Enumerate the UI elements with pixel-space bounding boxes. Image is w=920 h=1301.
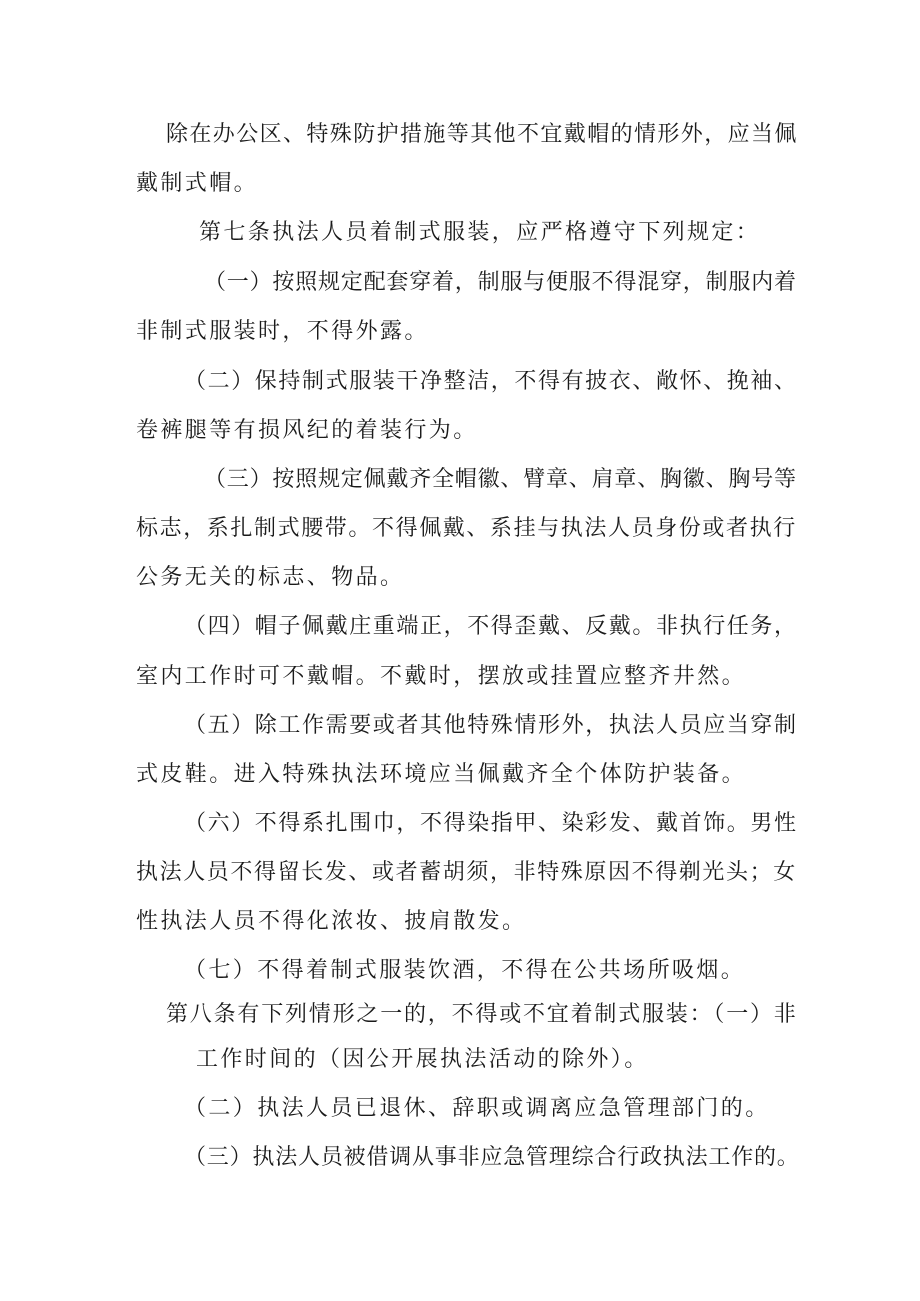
text-line: 非制式服装时，不得外露。 <box>136 319 429 344</box>
text-line: （五）除工作需要或者其他特殊情形外，执法人员应当穿制 <box>184 713 798 738</box>
text-line: （一）按照规定配套穿着，制服与便服不得混穿，制服内着 <box>204 270 797 295</box>
text-line: 第七条执法人员着制式服装，应严格遵守下列规定： <box>199 220 761 245</box>
text-line: 标志，系扎制式腰带。不得佩戴、系挂与执法人员身份或者执行 <box>136 516 797 541</box>
text-line: 公务无关的标志、物品。 <box>136 565 405 590</box>
text-line: （三）执法人员被借调从事非应急管理综合行政执法工作的。 <box>184 1145 800 1170</box>
text-line: 第八条有下列情形之一的，不得或不宜着制式服装：（一）非 <box>166 1002 798 1027</box>
text-line: （七）不得着制式服装饮酒，不得在公共场所吸烟。 <box>184 958 746 983</box>
text-line: （三）按照规定佩戴齐全帽徽、臂章、肩章、胸徽、胸号等 <box>204 467 797 492</box>
text-line: 工作时间的（因公开展执法活动的除外）。 <box>196 1047 649 1072</box>
text-line: 除在办公区、特殊防护措施等其他不宜戴帽的情形外，应当佩 <box>166 122 798 147</box>
text-line: 卷裤腿等有损风纪的着装行为。 <box>136 418 478 443</box>
text-line: （二）执法人员已退休、辞职或调离应急管理部门的。 <box>184 1096 770 1121</box>
text-line: 室内工作时可不戴帽。不戴时，摆放或挂置应整齐井然。 <box>136 664 747 689</box>
text-line: （六）不得系扎围巾，不得染指甲、染彩发、戴首饰。男性 <box>184 811 798 836</box>
text-line: （二）保持制式服装干净整洁，不得有披衣、敞怀、挽袖、 <box>184 369 798 394</box>
text-line: 式皮鞋。进入特殊执法环境应当佩戴齐全个体防护装备。 <box>136 762 747 787</box>
text-line: （四）帽子佩戴庄重端正，不得歪戴、反戴。非执行任务， <box>184 614 798 639</box>
text-line: 戴制式帽。 <box>136 171 259 196</box>
text-line: 执法人员不得留长发、或者蓄胡须，非特殊原因不得剃光头；女 <box>136 860 797 885</box>
text-line: 性执法人员不得化浓妆、披肩散发。 <box>136 909 527 934</box>
